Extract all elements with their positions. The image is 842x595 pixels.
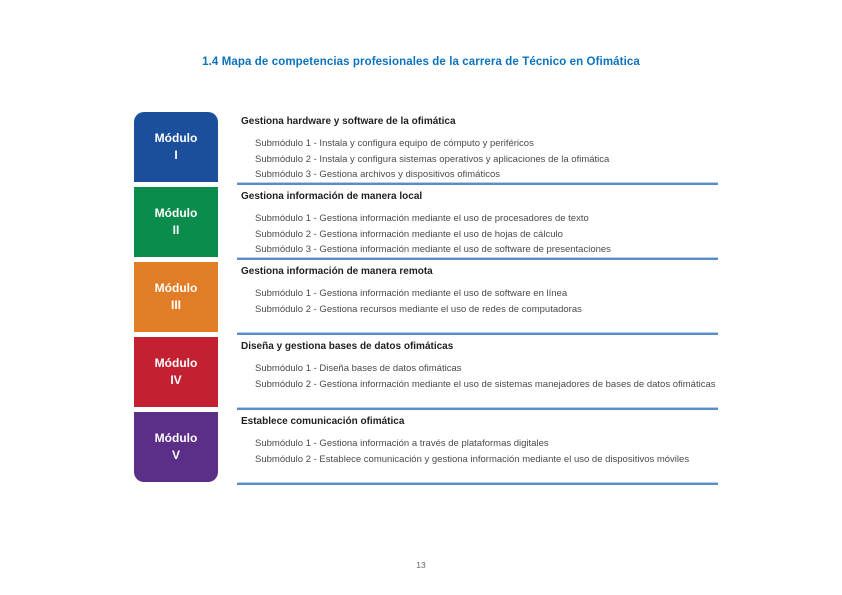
module-label: Módulo (154, 431, 198, 445)
module-row-4 (134, 337, 718, 407)
section-heading: Gestiona información de manera remota (241, 266, 433, 277)
module-box-4 (134, 337, 218, 407)
section-rule (237, 332, 718, 335)
submodule-list (255, 211, 718, 258)
module-numeral: I (174, 148, 178, 162)
submodule-list (255, 286, 718, 317)
module-box-2 (134, 187, 218, 257)
module-numeral: V (171, 448, 180, 462)
module-row-5 (134, 412, 718, 482)
submodule-item: Submódulo 2 - Gestiona información mediante el uso de hojas de cálculo (255, 228, 563, 240)
submodule-item: Submódulo 1 - Gestiona información mediante el uso de procesadores de texto (255, 213, 589, 224)
module-row-3 (134, 262, 718, 332)
module-section-3 (237, 262, 718, 332)
submodule-list (255, 136, 718, 183)
rule-bottom (237, 258, 718, 260)
module-label: Módulo (154, 356, 198, 370)
submodule-list (255, 361, 718, 392)
section-heading: Diseña y gestiona bases de datos ofimáticas (241, 341, 454, 352)
rule-bottom (237, 483, 718, 485)
rule-bottom (237, 183, 718, 185)
section-rule (237, 257, 718, 260)
page-title: 1.4 Mapa de competencias profesionales de la carrera de Técnico en Ofimática (202, 56, 640, 68)
submodule-item: Submódulo 2 - Gestiona recursos mediante el uso de redes de computadoras (255, 303, 582, 315)
module-label: Módulo (154, 206, 198, 220)
competency-map (134, 112, 718, 487)
submodule-item: Submódulo 1 - Gestiona información mediante el uso de software en línea (255, 288, 568, 299)
module-box-1 (134, 112, 218, 182)
page-number: 13 (416, 560, 426, 570)
section-heading: Gestiona hardware y software de la ofimática (241, 116, 456, 127)
module-section-1 (237, 112, 718, 182)
submodule-item: Submódulo 1 - Gestiona información a través de plataformas digitales (255, 438, 549, 449)
section-heading: Gestiona información de manera local (241, 191, 423, 202)
submodule-item: Submódulo 2 - Instala y configura sistemas operativos y aplicaciones de la ofimática (255, 153, 610, 165)
module-label: Módulo (154, 131, 198, 145)
module-row-2 (134, 187, 718, 257)
submodule-list (255, 436, 718, 467)
module-section-5 (237, 412, 718, 482)
rule-bottom (237, 333, 718, 335)
module-row-1 (134, 112, 718, 182)
rule-bottom (237, 408, 718, 410)
module-numeral: IV (170, 373, 182, 387)
section-heading: Establece comunicación ofimática (241, 416, 405, 427)
submodule-item: Submódulo 3 - Gestiona archivos y dispositivos ofimáticos (255, 169, 501, 180)
module-label: Módulo (154, 281, 198, 295)
submodule-item: Submódulo 1 - Instala y configura equipo de cómputo y periféricos (255, 138, 534, 149)
module-numeral: III (170, 298, 181, 312)
module-section-4 (237, 337, 718, 407)
submodule-item: Submódulo 3 - Gestiona información mediante el uso de software de presentaciones (255, 244, 611, 255)
module-box-5 (134, 412, 218, 482)
module-section-2 (237, 187, 718, 257)
section-rule (237, 407, 718, 410)
section-rule (237, 482, 718, 485)
submodule-item: Submódulo 1 - Diseña bases de datos ofimáticas (255, 363, 462, 374)
module-numeral: II (172, 223, 180, 237)
submodule-item: Submódulo 2 - Establece comunicación y gestiona información mediante el uso de dispositivos móviles (255, 453, 690, 465)
module-box-3 (134, 262, 218, 332)
section-rule (237, 182, 718, 185)
submodule-item: Submódulo 2 - Gestiona información mediante el uso de sistemas manejadores de bases de datos ofimáticas (255, 378, 716, 390)
